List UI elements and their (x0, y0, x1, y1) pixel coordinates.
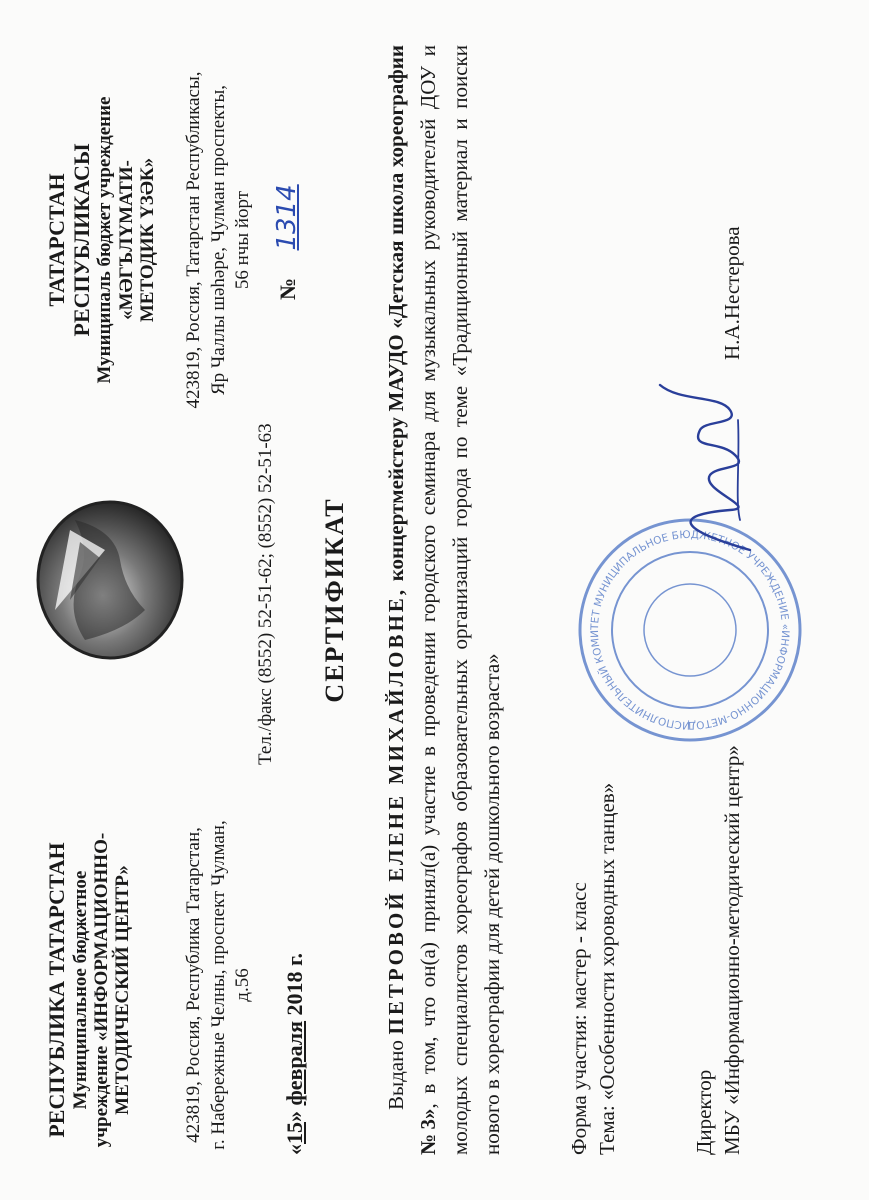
globe-logo-icon (25, 490, 185, 670)
date-month: февраля (282, 1020, 307, 1106)
signature-icon (640, 370, 790, 570)
participation-form: Форма участия: мастер - класс (567, 882, 591, 1155)
right-org-header (45, 70, 158, 410)
left-address (182, 800, 256, 1170)
left-address-line1: 423819, Россия, Республика Татарстан, (183, 827, 204, 1143)
body-position: концертмейстеру МАУДО «Детская школа хореографии №3» (384, 44, 440, 1155)
body-text: , в том, что он(а) принял(а) участие в проведении городского семинара для музыкальных руководителей ДОУ и молодых специалистов хореографов образовательных организаций города по теме «Традиционный материал и поиски нового в хореографии для детей дошкольного возраста» (416, 44, 504, 1155)
left-address-line2: г. Набережные Челны, проспект Чулман, (207, 820, 229, 1150)
director-signature (640, 370, 790, 570)
certificate-body (380, 45, 508, 1155)
certificate-title: СЕРТИФИКАТ (320, 497, 349, 703)
signatory-title2: МБУ «Информационно-методический центр» (720, 745, 744, 1155)
right-header-line2: РЕСПУБЛИКАСЫ (68, 143, 94, 337)
phone-fax: Тел./факс (8552) 52-51-62; (8552) 52-51-63 (255, 423, 276, 765)
left-address-line3: д.56 (232, 968, 254, 1002)
logo (25, 490, 185, 670)
seminar-topic: Тема: «Особенности хороводных танцев» (595, 782, 619, 1155)
number-label: № (275, 277, 300, 300)
participation-block (565, 355, 621, 1155)
right-address-line3: 56 нчы йорт (232, 190, 254, 290)
body-intro: Выдано (384, 1040, 408, 1110)
document-number (272, 162, 302, 300)
date-open-quote: « (282, 1144, 307, 1155)
left-header-line3: учреждение «ИНФОРМАЦИОННО- (90, 832, 112, 1148)
signatory-name: Н.А.Нестерова (720, 226, 744, 360)
left-header-line4: МЕТОДИЧЕСКИЙ ЦЕНТР» (112, 865, 134, 1115)
right-header-line4: «МӘГЪЛҮМАТИ- (115, 160, 137, 320)
issue-date (282, 953, 308, 1155)
right-header-line3: Муниципаль бюджет учреждение (94, 96, 116, 384)
date-year: 2018 г. (282, 952, 307, 1016)
left-org-header (45, 825, 133, 1155)
signatory-title1: Директор (692, 1069, 716, 1155)
right-header-line1: ТАТАРСТАН (44, 173, 69, 307)
left-header-line2: Муниципальное бюджетное (69, 870, 91, 1110)
date-day: 15 (282, 1122, 307, 1144)
right-address (182, 50, 256, 430)
body-recipient: ПЕТРОВОЙ ЕЛЕНЕ МИХАЙЛОВНЕ, (384, 586, 408, 1035)
number-value: 1314 (272, 184, 302, 251)
left-header-republic: РЕСПУБЛИКА ТАТАРСТАН (44, 842, 69, 1138)
date-close-quote: » (282, 1111, 307, 1122)
right-address-line1: 423819, Россия, Татарстан Республикасы, (183, 71, 204, 409)
svg-text:ИСПОЛНИТЕЛЬНЫЙ КОМИТЕТ МУНИЦИП: ИСПОЛНИТЕЛЬНЫЙ КОМИТЕТ МУНИЦИПАЛЬНОЕ БЮДЖЕТНОЕ УЧРЕЖДЕНИЕ «ИНФОРМАЦИОННО-МЕТОД (588, 528, 792, 732)
right-header-line5: МЕТОДИК ҮЗӘК» (136, 157, 158, 323)
right-address-line2: Яр Чаллы шәһәре, Чулман проспекты, (207, 85, 229, 395)
